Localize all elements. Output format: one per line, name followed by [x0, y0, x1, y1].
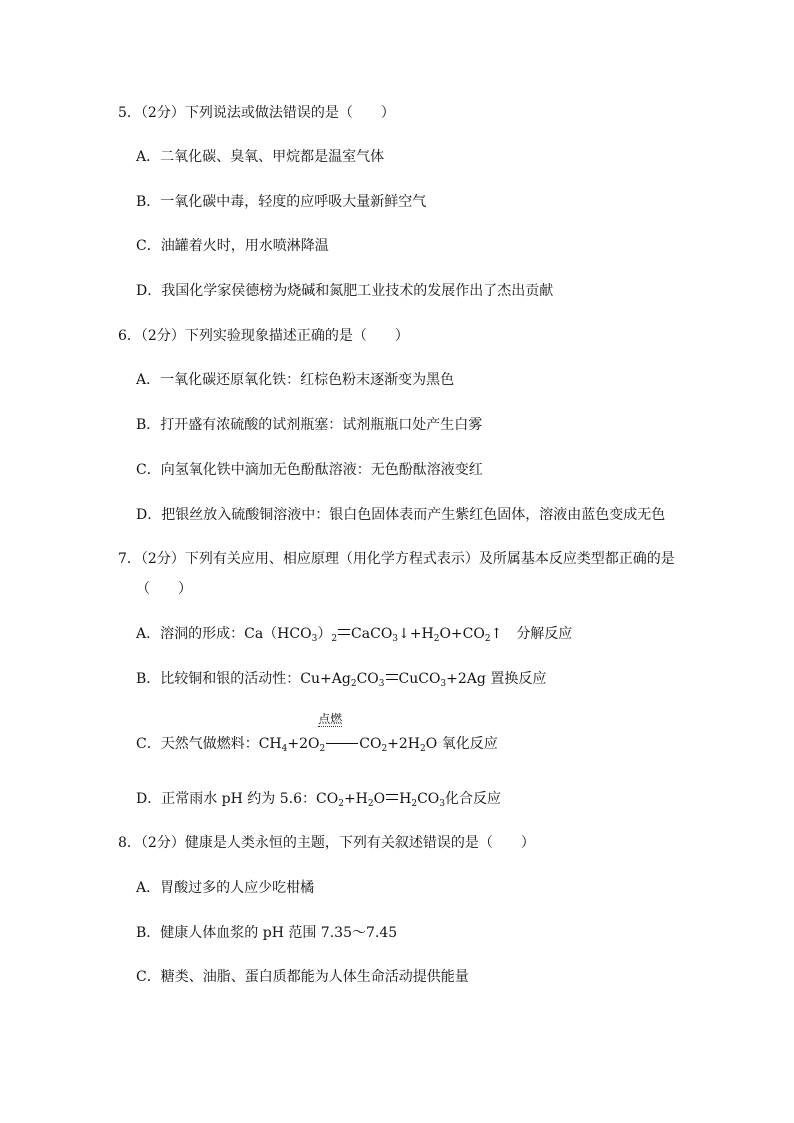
question-7-option-d [136, 790, 501, 808]
subscript: 4 [281, 744, 288, 754]
subscript: 3 [392, 634, 399, 644]
subscript: 2 [420, 744, 426, 754]
subscript: 2 [411, 799, 418, 809]
option-b-text: B．比较铜和银的活动性：Cu+Ag [136, 671, 351, 687]
equals-sign [386, 674, 398, 680]
formula-part: +2H [387, 736, 421, 752]
formula-part: CO [417, 791, 440, 807]
question-5-option-c: C．油罐着火时，用水喷淋降温 [136, 238, 329, 254]
formula-part: O 氧化反应 [425, 736, 498, 752]
question-8-option-b: B．健康人体血浆的 pH 范围 7.35～7.45 [136, 925, 398, 941]
reaction-arrow [318, 712, 358, 744]
subscript: 2 [381, 744, 388, 754]
formula-part: CuCO [398, 671, 441, 687]
subscript: 3 [440, 679, 447, 689]
formula-part: ↓+H [398, 626, 434, 642]
formula-part: ↑ [490, 626, 503, 642]
question-7-option-b [136, 670, 546, 688]
question-7-stem-line1: 7．（2分）下列有关应用、相应原理（用化学方程式表示）及所属基本反应类型都正确的是 [118, 551, 675, 567]
question-8-option-a: A．胃酸过多的人应少吃柑橘 [136, 880, 315, 896]
question-5-stem: 5．（2分）下列说法或做法错误的是（ ） [118, 105, 395, 121]
formula-part: +2O [287, 736, 320, 752]
question-5-option-d: D．我国化学家侯德榜为烧碱和氮肥工业技术的发展作出了杰出贡献 [136, 283, 554, 299]
subscript: 2 [319, 744, 326, 754]
formula-part: CO [356, 671, 379, 687]
equals-sign [338, 629, 350, 635]
formula-part: +H [343, 791, 368, 807]
subscript: 3 [378, 679, 385, 689]
formula-part: +2Ag 置换反应 [446, 671, 547, 687]
reaction-type: 分解反应 [516, 626, 573, 642]
option-d-text: D．正常雨水 pH 约为 5.6：CO [136, 791, 339, 807]
reaction-condition: 点燃 [318, 712, 343, 726]
formula-part: O [373, 791, 386, 807]
subscript: 3 [439, 799, 445, 809]
formula-part: CaCO [351, 626, 393, 642]
option-c-text: C．天然气做燃料：CH [136, 736, 282, 752]
question-6-option-a: A．一氧化碳还原氧化铁：红棕色粉末逐渐变为黑色 [136, 372, 455, 388]
formula-part: ） [317, 626, 332, 642]
question-5-option-a: A．二氧化碳、臭氧、甲烷都是温室气体 [136, 149, 385, 165]
question-6-option-d: D．把银丝放入硫酸铜溶液中：银白色固体表而产生紫红色固体，溶液由蓝色变成无色 [136, 507, 666, 523]
formula-part: CO [359, 736, 382, 752]
question-6-stem: 6．（2分）下列实验现象描述正确的是（ ） [118, 328, 409, 344]
question-8-option-c: C．糖类、油脂、蛋白质都能为人体生命活动提供能量 [136, 969, 469, 985]
subscript: 3 [311, 634, 318, 644]
question-6-option-c: C．向氢氧化铁中滴加无色酚酞溶液：无色酚酞溶液变红 [136, 462, 483, 478]
question-7-option-c [136, 712, 498, 754]
option-a-text: A．溶洞的形成：Ca（HCO [136, 626, 312, 642]
question-7-stem-line2: （ ） [136, 581, 192, 597]
subscript: 2 [338, 799, 344, 809]
subscript: 2 [367, 799, 374, 809]
question-8-stem: 8．（2分）健康是人类永恒的主题，下列有关叙述错误的是（ ） [118, 835, 535, 851]
equals-sign [386, 794, 398, 800]
question-6-option-b: B．打开盛有浓硫酸的试剂瓶塞：试剂瓶瓶口处产生白雾 [136, 417, 483, 433]
formula-part: H [399, 791, 412, 807]
reaction-type: 化合反应 [445, 791, 501, 807]
subscript: 2 [331, 634, 338, 644]
question-5-option-b: B．一氧化碳中毒，轻度的应呼吸大量新鲜空气 [136, 194, 427, 210]
subscript: 2 [350, 679, 357, 689]
subscript: 2 [433, 634, 440, 644]
formula-part: O+CO [439, 626, 485, 642]
subscript: 2 [484, 634, 491, 644]
question-7-option-a [136, 625, 572, 643]
